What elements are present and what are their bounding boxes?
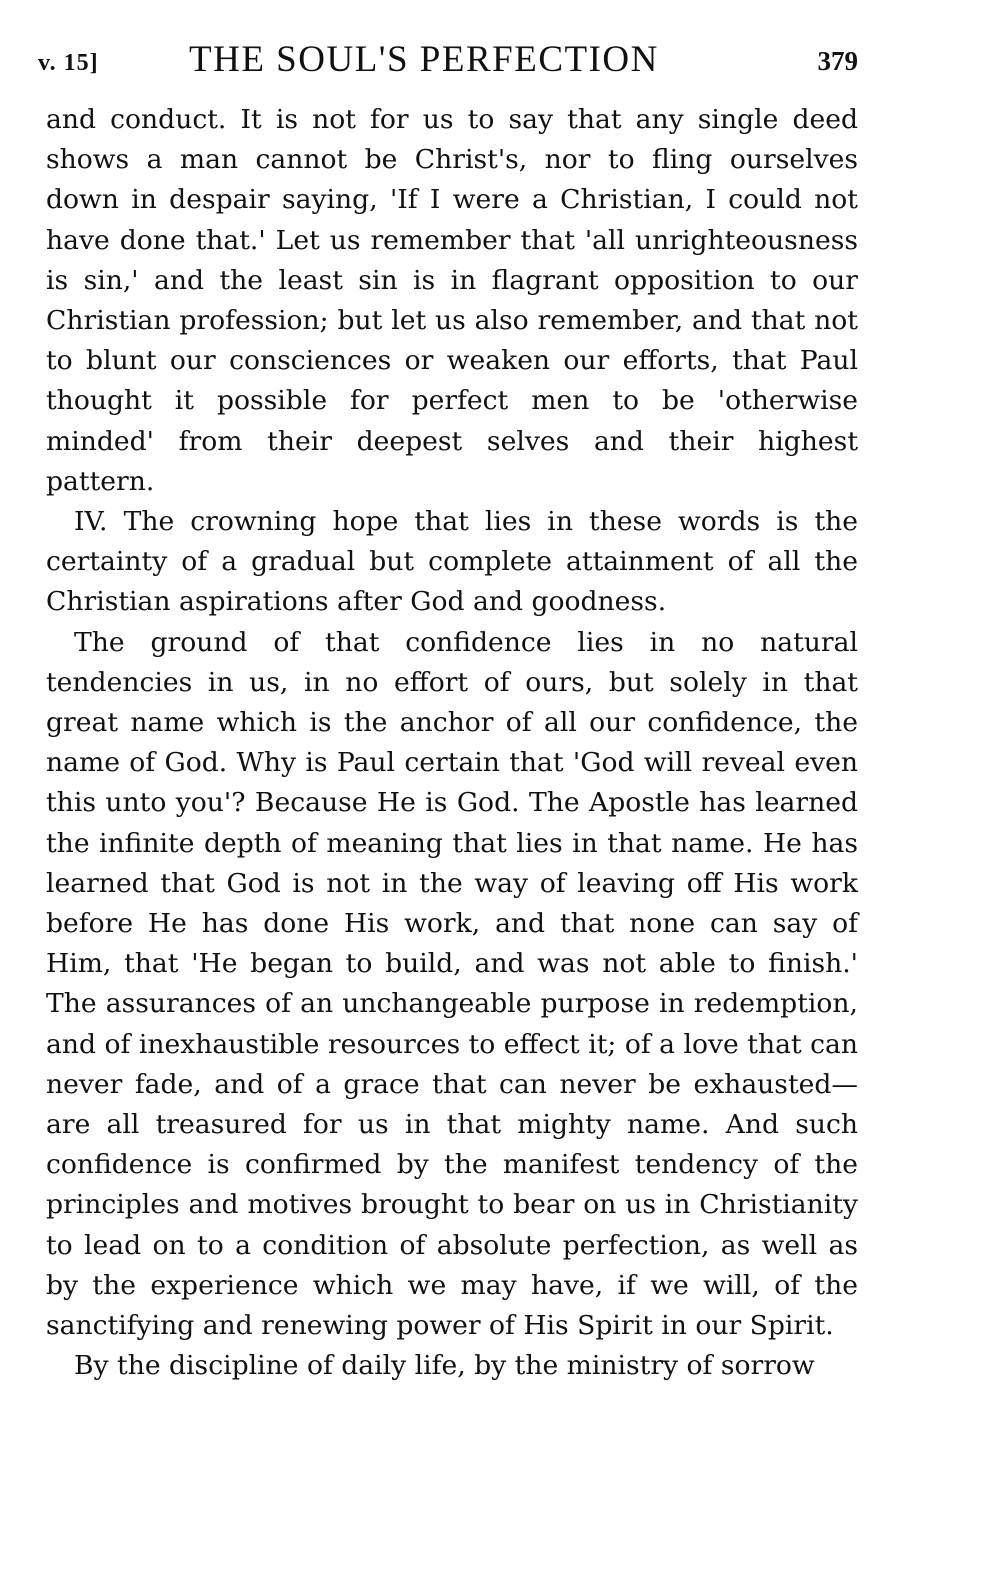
page-title: THE SOUL'S PERFECTION	[189, 39, 659, 80]
paragraph-section-iv: IV. The crowning hope that lies in these words is the certainty of a gradual but complete attainment of all the Christian aspirations after God and goodness.	[46, 506, 858, 618]
running-header	[38, 38, 858, 100]
paragraph-discipline: By the discipline of daily life, by the ministry of sorrow	[74, 1350, 815, 1382]
book-page	[38, 38, 858, 1387]
verse-reference: v. 15]	[38, 50, 99, 76]
body-text	[46, 100, 858, 1387]
page-number: 379	[817, 46, 858, 76]
paragraph-ground-of-confidence: The ground of that confidence lies in no natural tendencies in us, in no effort of ours, but solely in that great name which is the anchor of all our confidence, the name of God. Why is Paul certain that 'God will reveal even this unto you'? Because He is God. The Apostle has learned the infinite depth of meaning that lies in that name. He has learned that God is not in the way of leaving off His work before He has done His work, and that none can say of Him, that 'He began to build, and was not able to finish.' The assurances of an unchangeable purpose in redemption, and of inexhaustible resources to effect it; of a love that can never fade, and of a grace that can never be exhausted—are all treasured for us in that mighty name. And such confidence is confirmed by the manifest tendency of the principles and motives brought to bear on us in Christianity to lead on to a condition of absolute perfection, as well as by the experience which we may have, if we will, of the sanctifying and renewing power of His Spirit in our Spirit.	[46, 626, 858, 1342]
paragraph-continuation: and conduct. It is not for us to say that any single deed shows a man cannot be Christ's, nor to fling ourselves down in despair saying, 'If I were a Christian, I could not have done that.' Let us remember that 'all unrighteousness is sin,' and the least sin is in flagrant opposition to our Christian profession; but let us also remember, and that not to blunt our consciences or weaken our efforts, that Paul thought it possible for perfect men to be 'otherwise minded' from their deepest selves and their highest pattern.	[46, 104, 858, 497]
